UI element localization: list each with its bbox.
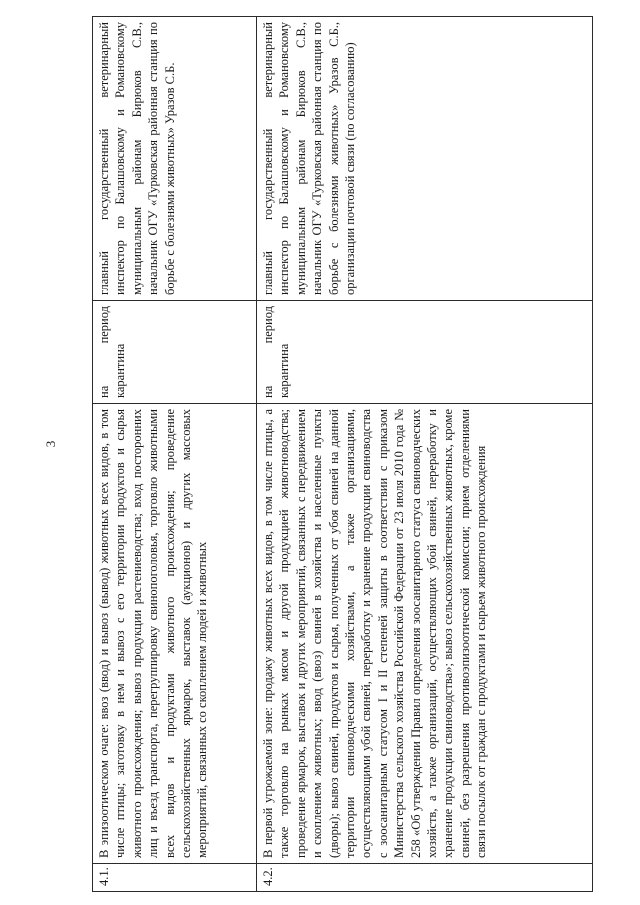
page-number: 3 [43, 440, 58, 448]
rotated-table-wrapper [92, 17, 592, 892]
term-text: на период карантина [93, 301, 257, 404]
term-text: на период карантина [257, 301, 593, 404]
measures-table [92, 16, 593, 892]
table-row [93, 17, 257, 892]
measure-text: В первой угрожаемой зоне: продажу животных всех видов, в том числе птицы, а также торговлю на рынках мясом и другой продукцией животноводства; проведение ярмарок, выставок и других мероприятий, связанных с передвижением и скоплением животных; ввод (ввоз) свиней в хозяйства и населенные пункты (дворы); вывоз свиней, продуктов и сырья, полученных от убоя свиней на данной территории свиноводческими хозяйствами, а также организациями, осуществляющими убой свиней, переработку и хранение продукции свиноводства с зоосанитарным статусом I и II степеней защиты в соответствии с приказом Министерства сельского хозяйства Российской Федерации от 23 июля 2010 года № 258 «Об утверждении Правил определения зоосанитарного статуса свиноводческих хозяйств, а также организаций, осуществляющих убой свиней, переработку и хранение продукции свиноводства»; вывоз сельскохозяйственных животных, кроме свиней, без разрешения противоэпизоотической комиссии; прием отделениями связи посылок от граждан с продуктами и сырьем животного происхождения [257, 404, 593, 864]
responsible-text: главный государственный ветеринарный инспектор по Балашовскому и Романовскому муниципальным районам Бирюков С.В., начальник ОГУ «Турковская районная станция по борьбе с болезнями животных» Уразов С.Б. [93, 17, 257, 301]
responsible-text: главный государственный ветеринарный инспектор по Балашовскому и Романовскому муниципальным районам Бирюков С.В., начальник ОГУ «Турковская районная станция по борьбе с болезнями животных» Уразов С.Б., организации почтовой связи (по согласованию) [257, 17, 593, 301]
row-number: 4.1. [93, 864, 257, 892]
measure-text: В эпизоотическом очаге: ввоз (ввод) и вывоз (вывод) животных всех видов, в том числе птицы; заготовку в нем и вывоз с его территории продуктов и сырья животного происхождения; вывоз продукции растениеводства; вход посторонних лиц и въезд транспорта, перегруппировку свинопоголовья, торговлю животными всех видов и продуктами животного происхождения; проведение сельскохозяйственных ярмарок, выставок (аукционов) и других массовых мероприятий, связанных со скоплением людей и животных [93, 404, 257, 864]
table-row [257, 17, 593, 892]
row-number: 4.2. [257, 864, 593, 892]
